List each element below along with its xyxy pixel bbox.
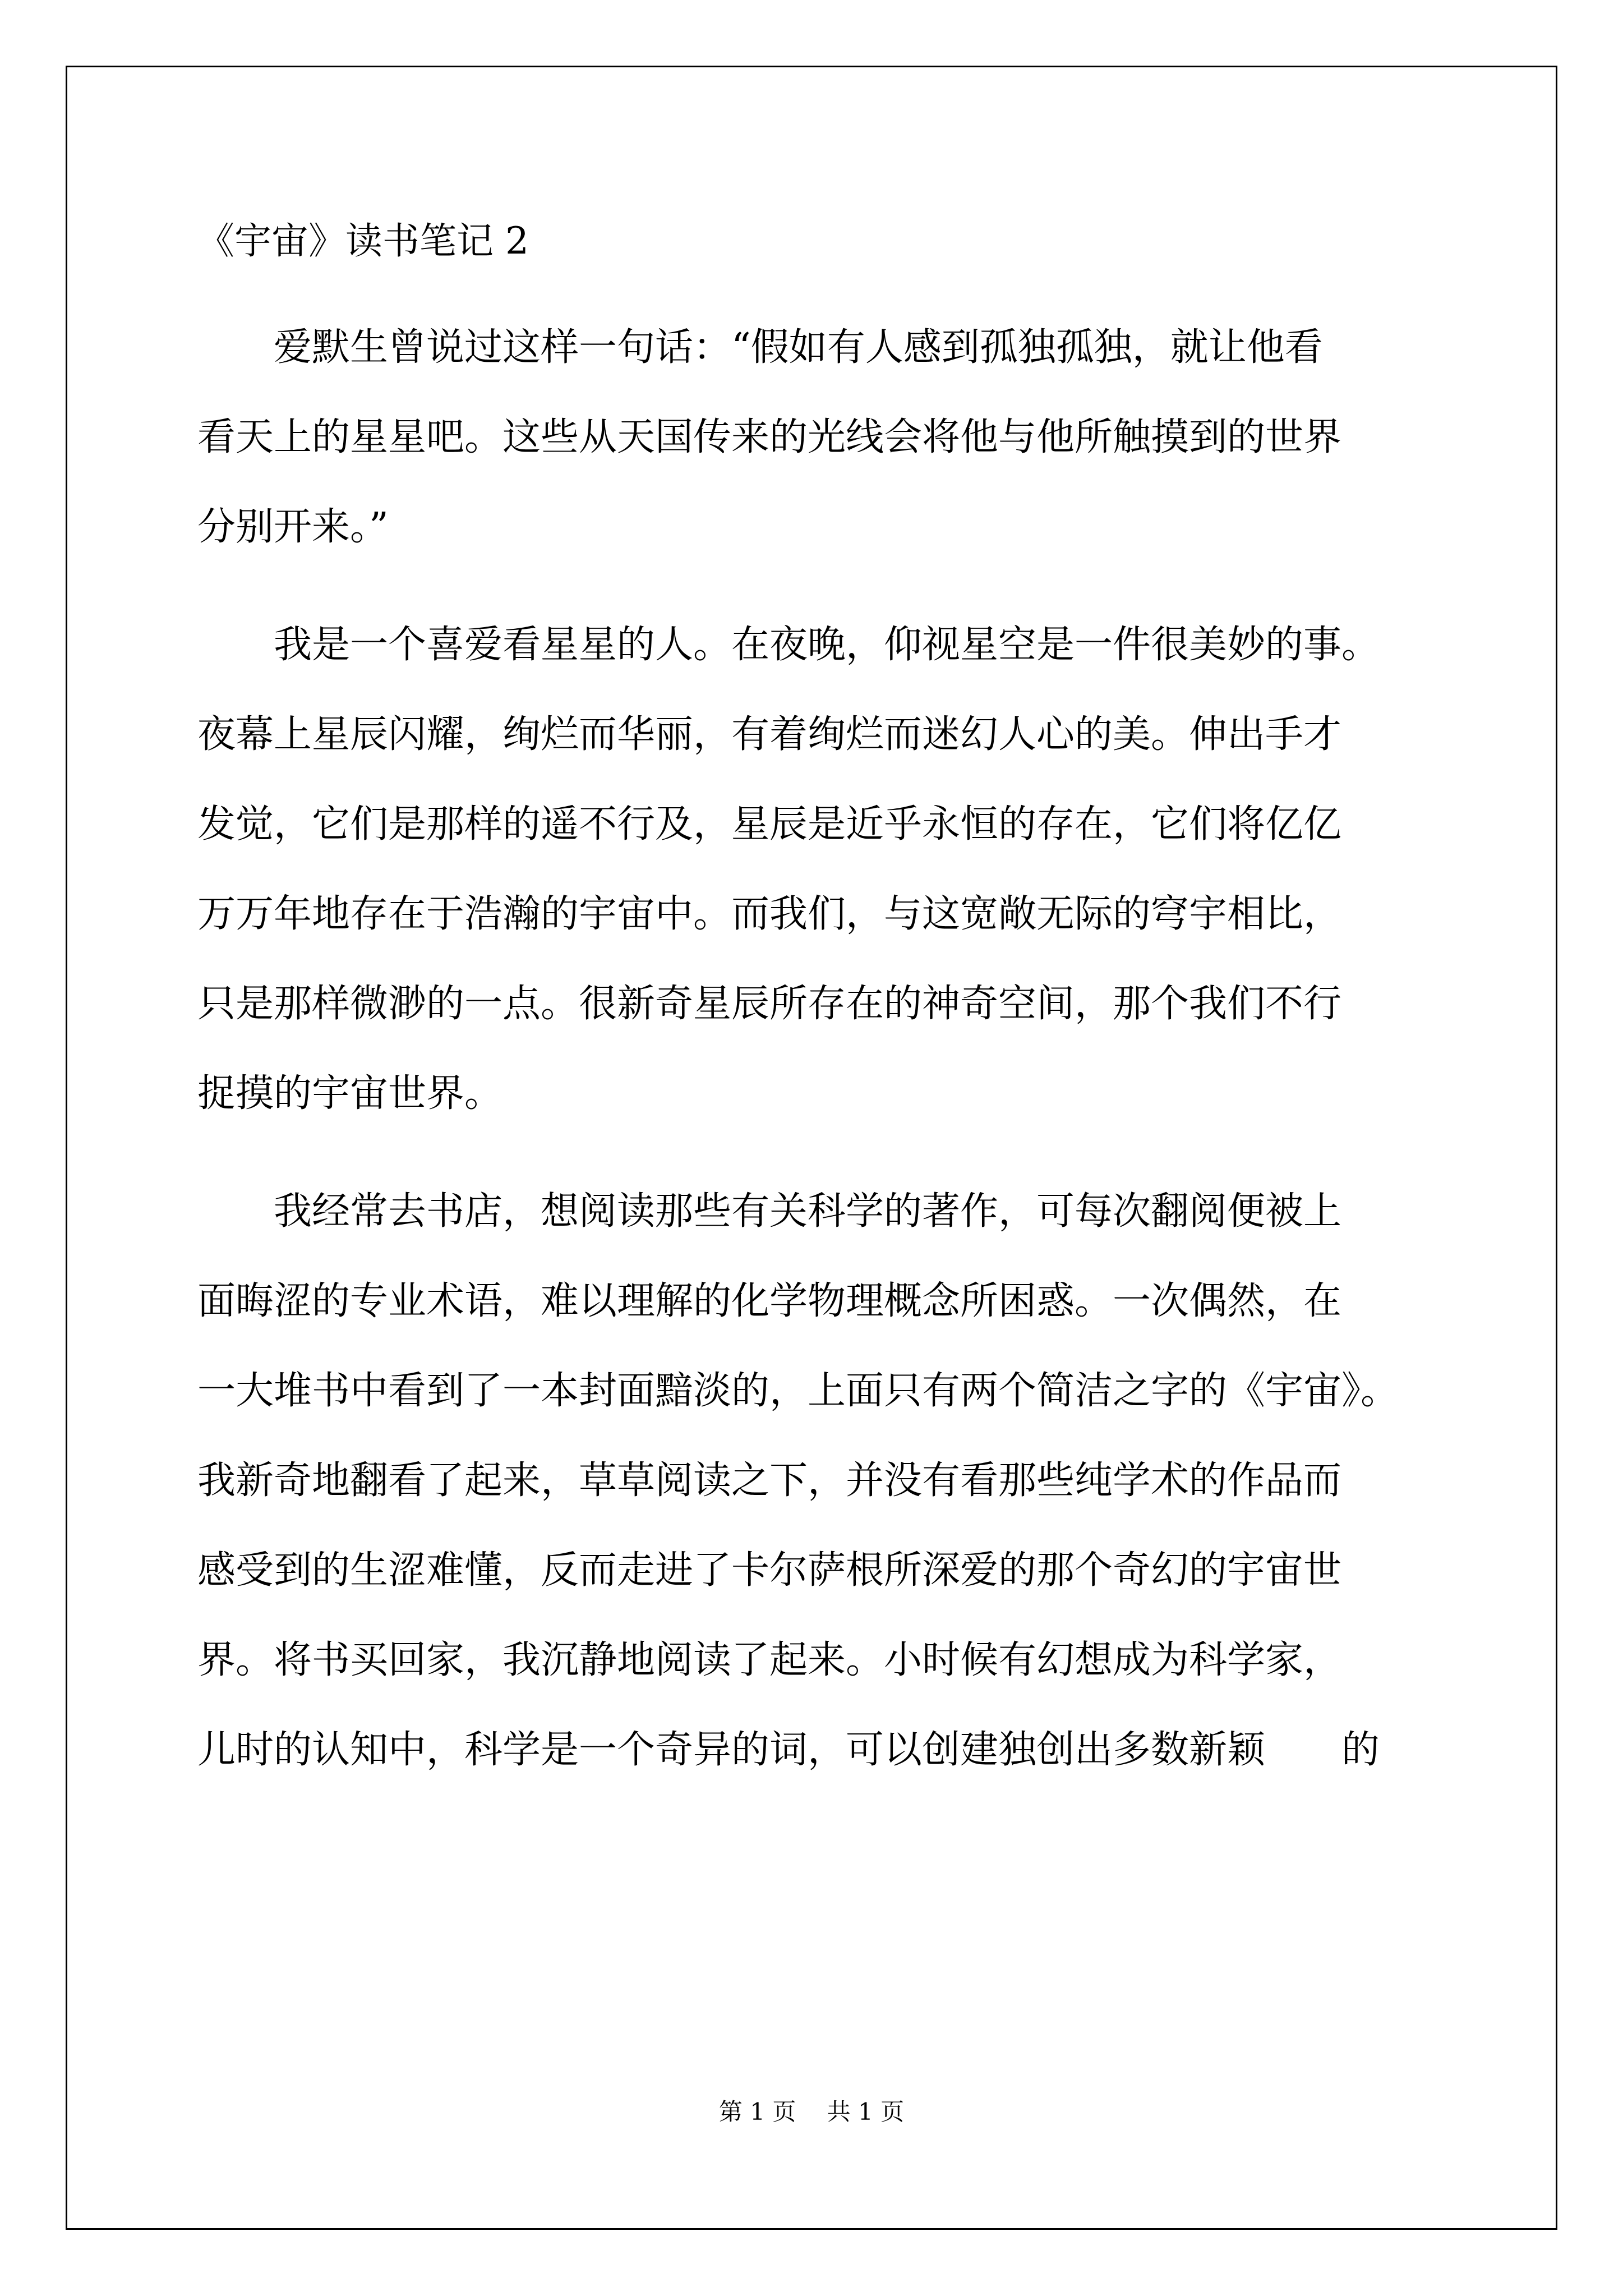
body-line-16: 儿时的认知中，科学是一个奇异的词，可以创建独创出多数新颖 的 [197,1728,1380,1772]
body-line-15: 界。将书买回家，我沉静地阅读了起来。小时候有幻想成为科学家， [197,1638,1342,1682]
body-line-6: 发觉，它们是那样的遥不行及，星辰是近乎永恒的存在，它们将亿亿 [197,802,1342,846]
body-line-4: 我是一个喜爱看星星的人。在夜晚，仰视星空是一件很美妙的事。 [197,623,1380,667]
body-line-13: 我新奇地翻看了起来，草草阅读之下，并没有看那些纯学术的作品而 [197,1458,1342,1503]
body-line-12: 一大堆书中看到了一本封面黯淡的，上面只有两个简洁之字的《宇宙》。 [197,1369,1399,1413]
document-title: 《宇宙》读书笔记 2 [197,219,529,263]
body-line-1: 爱默生曾说过这样一句话：“假如有人感到孤独孤独，就让他看 [197,325,1323,370]
body-line-9: 捉摸的宇宙世界。 [197,1071,503,1116]
body-line-8: 只是那样微渺的一点。很新奇星辰所存在的神奇空间，那个我们不行 [197,982,1342,1026]
page-border [66,66,1557,2230]
body-line-10: 我经常去书店，想阅读那些有关科学的著作，可每次翻阅便被上 [197,1189,1342,1234]
body-line-7: 万万年地存在于浩瀚的宇宙中。而我们，与这宽敞无际的穹宇相比， [197,892,1342,936]
body-line-5: 夜幕上星辰闪耀，绚烂而华丽，有着绚烂而迷幻人心的美。伸出手才 [197,712,1342,757]
page-number: 第 1 页 共 1 页 [718,2098,905,2125]
body-line-14: 感受到的生涩难懂，反而走进了卡尔萨根所深爱的那个奇幻的宇宙世 [197,1548,1342,1593]
body-line-2: 看天上的星星吧。这些从天国传来的光线会将他与他所触摸到的世界 [197,415,1342,459]
body-line-11: 面晦涩的专业术语，难以理解的化学物理概念所困惑。一次偶然，在 [197,1279,1342,1323]
body-line-3: 分别开来。” [197,505,389,549]
